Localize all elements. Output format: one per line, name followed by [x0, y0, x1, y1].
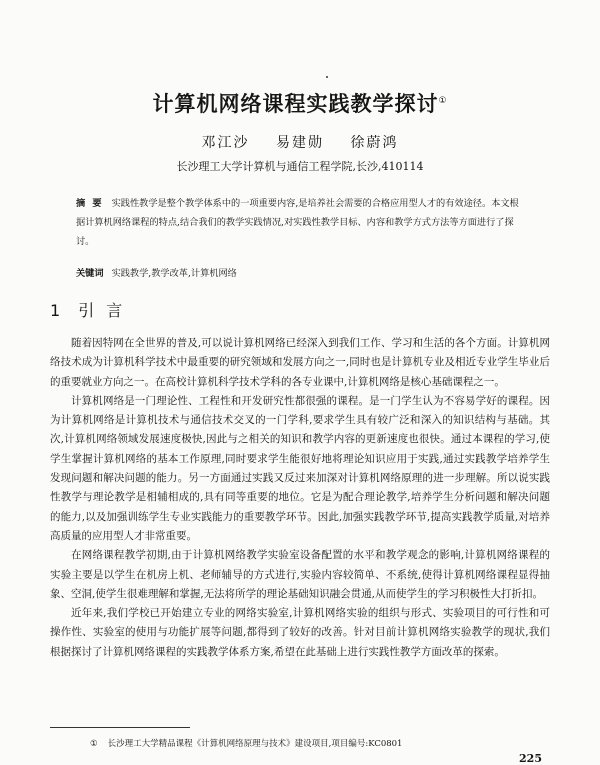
body-text	[50, 334, 550, 662]
section-heading	[50, 298, 134, 321]
abstract-label: 摘 要	[76, 198, 104, 209]
title-footnote-mark: ①	[438, 96, 448, 106]
keywords	[76, 266, 524, 282]
keywords-text: 实践教学,教学改革,计算机网络	[111, 268, 237, 279]
speck	[326, 76, 328, 78]
author-name: 易建勋	[276, 135, 324, 151]
section-number: 1	[50, 301, 61, 320]
keywords-label: 关键词	[76, 268, 104, 279]
paragraph: 在网络课程教学初期,由于计算机网络教学实验室设备配置的水平和教学观念的影响,计算机网络课程的实验主要是以学生在机房上机、老师辅导的方式进行,实验内容较简单、不系统,使得计算机网络课程显得抽象、空洞,使学生很难理解和掌握,无法将所学的理论基础知识融会贯通,从而使学生的学习积极性大打折扣。	[50, 549, 550, 600]
paragraph: 计算机网络是一门理论性、工程性和开发研究性都很强的课程。是一门学生认为不容易学好的课程。因为计算机网络是计算机技术与通信技术交叉的一门学科,要求学生具有较广泛和深入的知识结构与基础。其次,计算机网络领域发展速度极快,因此与之相关的知识和教学内容的更新速度也很快。通过本课程的学习,使学生掌握计算机网络的基本工作原理,同时要求学生能很好地将理论知识应用于实践,通过实践教学培养学生发现问题和解决问题的能力。另一方面通过实践又反过来加深对计算机网络原理的进一步理解。所以说实践性教学与理论教学是相辅相成的,具有同等重要的地位。它是为配合理论教学,培养学生分析问题和解决问题的能力,以及加强训练学生专业实践能力的重要教学环节。因此,加强实践教学环节,提高实践教学质量,对培养高质量的应用型人才非常重要。	[50, 394, 550, 542]
author-list	[0, 132, 600, 152]
page-number: 225	[519, 752, 542, 765]
footnote-text: 长沙理工大学精品课程《计算机网络原理与技术》建设项目,项目编号:KC0801	[107, 739, 403, 749]
author-name: 徐蔚鸿	[350, 135, 399, 151]
paper-title-text: 计算机网络课程实践教学探讨	[152, 92, 439, 116]
affiliation: 长沙理工大学计算机与通信工程学院,长沙,410114	[176, 160, 424, 173]
footnote-rule	[50, 727, 190, 728]
section-title: 引言	[78, 301, 135, 320]
paper-title	[0, 88, 600, 118]
footnote-mark: ①	[90, 739, 98, 749]
footnote	[90, 737, 402, 749]
author-name: 邓江沙	[201, 135, 250, 151]
abstract	[76, 194, 524, 251]
abstract-text: 实践性教学是整个教学体系中的一项重要内容,是培养社会需要的合格应用型人才的有效途径。本文根据计算机网络课程的特点,结合我们的教学实践情况,对实践性教学目标、内容和教学方式方法等方面进行了探讨。	[76, 198, 519, 247]
paragraph: 近年来,我们学校已开始建立专业的网络实验室,计算机网络实验的组织与形式、实验项目的可行性和可操作性、实验室的使用与功能扩展等问题,都得到了较好的改善。针对目前计算机网络实验教学的现状,我们根据探讨了计算机网络课程的实践教学体系方案,希望在此基础上进行实践性教学方面改革的探索。	[50, 607, 550, 658]
paragraph: 随着因特网在全世界的普及,可以说计算机网络已经深入到我们工作、学习和生活的各个方面。计算机网络技术成为计算机科学技术中最重要的研究领域和发展方向之一,同时也是计算机专业及相近专业学生毕业后的重要就业方向之一。在高校计算机科学技术学科的各专业课中,计算机网络是核心基础课程之一。	[50, 337, 550, 388]
